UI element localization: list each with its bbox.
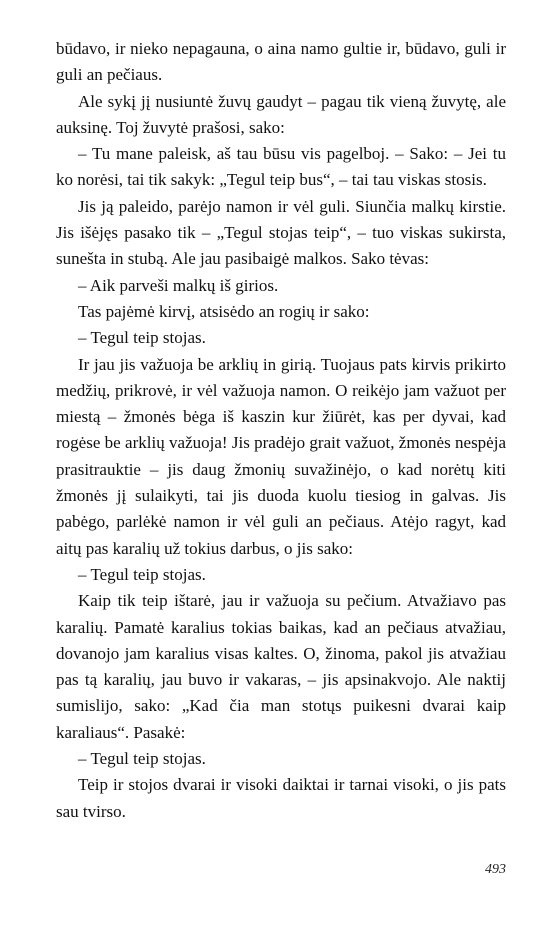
paragraph-4: Jis ją paleido, parėjo namon ir vėl guli. Siunčia malkų kirstie. Jis išėjęs pasako tik – „Tegul stojas teip“, – tuo viskas sukirsta, sunešta in stubą. Ale jau pasibaigė malkos. Sako tėvas:	[56, 196, 506, 269]
paragraph-1: būdavo, ir nieko nepagauna, o aina namo gultie ir, būdavo, guli ir guli an pečiaus.	[56, 39, 506, 85]
paragraph-9: – Tegul teip stojas.	[78, 564, 206, 584]
paragraph-8: Ir jau jis važuoja be arklių in girią. Tuojaus pats kirvis prikirto medžių, prikrovė, ir vėl važuoja namon. O reikėjo jam važuot per miestą – žmonės bėga iš kaszin kur žiūrėt, kas per dyvai, kad rogėse be arklių važuoja! Jis pradėjo grait važuot, žmonės nespėja prasitrauktie – jis daug žmonių suvažinėjo, o kad norėtų kiti žmonės jį sulaikyti, tai jis duoda kuolu tiesiog in galvas. Jis pabėgo, parlėkė namon ir vėl guli an pečiaus. Atėjo ragyt, kad aitų pas karalių už tokius darbus, o jis sako:	[56, 354, 506, 558]
paragraph-7: – Tegul teip stojas.	[78, 328, 206, 348]
paragraph-3: – Tu mane paleisk, aš tau būsu vis pagelboj. – Sako: – Jei tu ko norėsi, tai tik sakyk: „Tegul teip bus“, – tai tau viskas stosis.	[56, 144, 506, 190]
page-text	[56, 36, 506, 825]
paragraph-6: Tas pajėmė kirvį, atsisėdo an rogių ir sako:	[78, 301, 370, 321]
paragraph-10: Kaip tik teip ištarė, jau ir važuoja su pečium. Atvažiavo pas karalių. Pamatė karalius tokias baikas, kad an pečiaus atvažiau, dovanojo jam karalius visas kaltes. O, žinoma, pakol jis atvažiau pas tą karalių, jau buvo ir vakaras, – jis apsinakvojo. Ale naktij sumislijo, sako: „Kad čia man stotųs puikesni dvarai kaip karaliaus“. Pasakė:	[56, 591, 506, 742]
paragraph-2: Ale sykį jį nusiuntė žuvų gaudyt – pagau tik vieną žuvytę, ale auksinę. Toj žuvytė prašosi, sako:	[56, 91, 506, 137]
paragraph-12: Teip ir stojos dvarai ir visoki daiktai ir tarnai visoki, o jis pats sau tvirso.	[56, 775, 506, 821]
paragraph-5: – Aik parveši malkų iš girios.	[78, 275, 279, 295]
paragraph-11: – Tegul teip stojas.	[78, 749, 206, 769]
page-number: 493	[485, 862, 506, 877]
